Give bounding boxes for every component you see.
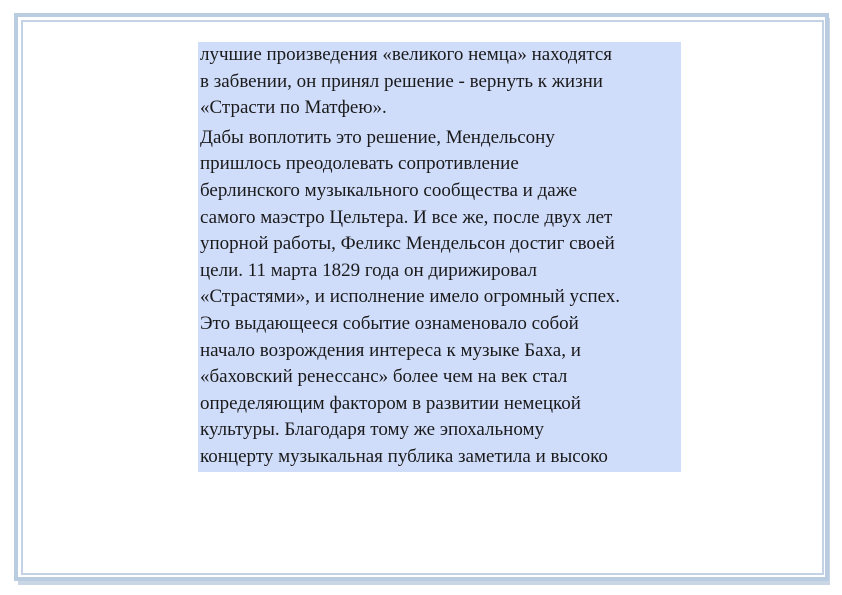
- text-line: культуры. Благодаря тому же эпохальному: [200, 419, 545, 441]
- text-line: «баховский ренессанс» более чем на век стал: [200, 366, 568, 388]
- text-line: упорной работы, Феликс Мендельсон достиг своей: [200, 233, 615, 255]
- text-line: Это выдающееся событие ознаменовало собой: [200, 312, 579, 334]
- text-line: самого маэстро Цельтера. И все же, после двух лет: [200, 206, 613, 228]
- text-line: Дабы воплотить это решение, Мендельсону: [200, 126, 555, 148]
- text-line: концерту музыкальная публика заметила и высоко: [200, 445, 608, 467]
- text-line: пришлось преодолевать сопротивление: [200, 153, 519, 175]
- paragraph-1: [198, 42, 681, 122]
- paragraph-2: [198, 125, 681, 471]
- frame-shadow-bottom: [18, 581, 830, 585]
- text-line: берлинского музыкального сообщества и даже: [200, 179, 578, 201]
- text-line: определяющим фактором в развитии немецкой: [200, 392, 581, 414]
- text-line: начало возрождения интереса к музыке Баха, и: [200, 339, 581, 361]
- text-box: [198, 42, 681, 472]
- text-line: «Страстями», и исполнение имело огромный успех.: [200, 286, 621, 308]
- text-line: лучшие произведения «великого немца» находятся: [200, 44, 613, 65]
- text-line: «Страсти по Матфею».: [200, 97, 387, 119]
- text-line: цели. 11 марта 1829 года он дирижировал: [200, 259, 537, 281]
- text-line: в забвении, он принял решение - вернуть к жизни: [200, 70, 603, 92]
